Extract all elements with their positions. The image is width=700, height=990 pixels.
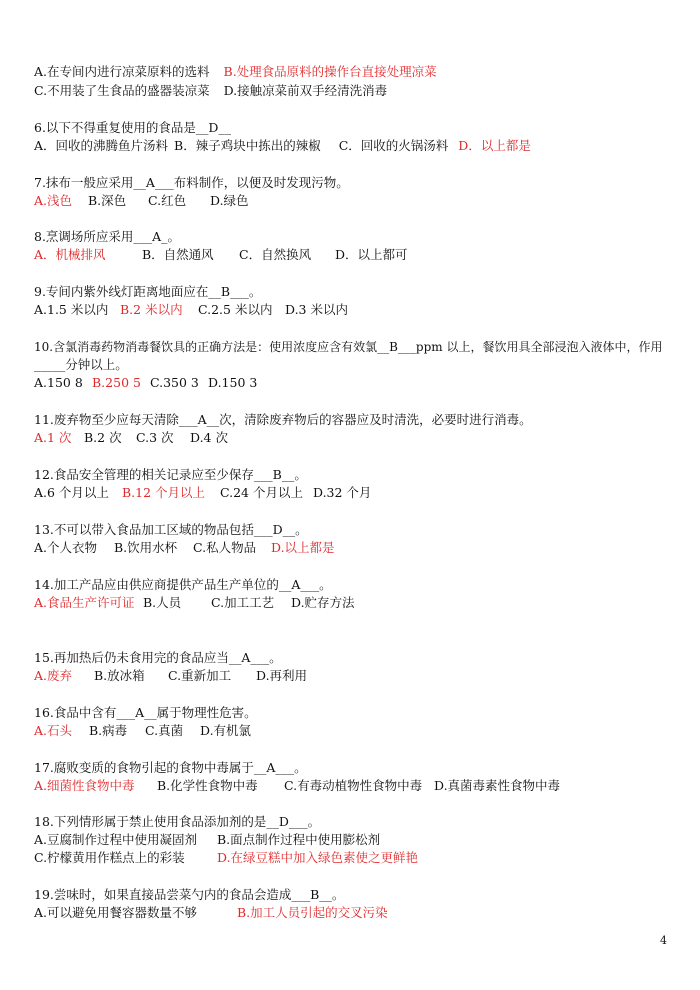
q14-options bbox=[34, 595, 355, 611]
q7-option-d: D.绿色 bbox=[210, 193, 249, 208]
page-number: 4 bbox=[660, 934, 667, 947]
q9-option-a: A.1.5 米以内 bbox=[34, 302, 109, 317]
prev-option-d: D.接触凉菜前双手经清洗消毒 bbox=[223, 83, 388, 98]
q6-option-a: A．回收的沸腾鱼片汤料 bbox=[34, 138, 169, 153]
q16-options bbox=[34, 723, 251, 739]
q17-question: 17.腐败变质的食物引起的食物中毒属于__A___。 bbox=[34, 760, 307, 775]
q14-option-a-answer: A.食品生产许可证 bbox=[34, 595, 135, 610]
q19-option-b-answer: B.加工人员引起的交叉污染 bbox=[237, 905, 388, 920]
q9-question: 9.专间内紫外线灯距离地面应在__B___。 bbox=[34, 284, 262, 299]
q8-option-b: B．自然通风 bbox=[142, 247, 214, 262]
q8-options bbox=[34, 247, 408, 263]
q16-option-d: D.有机氯 bbox=[200, 723, 252, 738]
q12-question: 12.食品安全管理的相关记录应至少保存___B__。 bbox=[34, 467, 307, 482]
q15-option-b: B.放冰箱 bbox=[94, 668, 145, 683]
q15-option-c: C.重新加工 bbox=[168, 668, 232, 683]
q17-option-a-answer: A.细菌性食物中毒 bbox=[34, 778, 135, 793]
q9-option-d: D.3 米以内 bbox=[285, 302, 348, 317]
q10-options bbox=[34, 375, 257, 391]
q13-option-b: B.饮用水杯 bbox=[114, 540, 178, 555]
q11-options bbox=[34, 430, 228, 446]
q18-question: 18.下列情形属于禁止使用食品添加剂的是__D___。 bbox=[34, 814, 321, 829]
q11-option-b: B.2 次 bbox=[84, 430, 122, 445]
q7-options bbox=[34, 193, 249, 209]
q10-question-line-1: 10.含氯消毒药物消毒餐饮具的正确方法是：使用浓度应含有效氯__B___ppm 以上，餐饮用具全部浸泡入液体中，作用 bbox=[34, 340, 663, 354]
q14-question: 14.加工产品应由供应商提供产品生产单位的__A___。 bbox=[34, 577, 332, 592]
q12-option-b-answer: B.12 个月以上 bbox=[122, 485, 206, 500]
q6-option-b: B．辣子鸡块中拣出的辣椒 bbox=[174, 138, 321, 153]
q10-option-d: D.150 3 bbox=[208, 375, 258, 390]
q8-option-d: D．以上都可 bbox=[335, 247, 408, 262]
q7-option-b: B.深色 bbox=[88, 193, 127, 208]
q19-question: 19.尝味时，如果直接品尝菜勺内的食品会造成___B__。 bbox=[34, 887, 345, 902]
q17-option-c: C.有毒动植物性食物中毒 bbox=[284, 778, 423, 793]
q17-option-b: B.化学性食物中毒 bbox=[157, 778, 258, 793]
q13-options bbox=[34, 540, 335, 556]
q7-question: 7.抹布一般应采用__A___布料制作，以便及时发现污物。 bbox=[34, 175, 349, 190]
q12-options bbox=[34, 485, 371, 501]
q18-option-c: C.柠檬黄用作糕点上的彩装 bbox=[34, 850, 185, 865]
q14-option-d: D.贮存方法 bbox=[291, 595, 355, 610]
q19-options bbox=[34, 905, 388, 921]
q15-option-d: D.再利用 bbox=[256, 668, 308, 683]
q17-option-d: D.真菌毒素性食物中毒 bbox=[434, 778, 561, 793]
prev-option-c: C.不用装了生食品的盛器装凉菜 bbox=[34, 83, 210, 98]
q12-option-a: A.6 个月以上 bbox=[34, 485, 109, 500]
q13-option-d-answer: D.以上都是 bbox=[271, 540, 335, 555]
q8-question: 8.烹调场所应采用___A_。 bbox=[34, 229, 180, 244]
q8-option-a-answer: A．机械排风 bbox=[34, 247, 106, 262]
q10-option-b-answer: B.250 5 bbox=[92, 375, 141, 390]
q10-option-a: A.150 8 bbox=[34, 375, 83, 390]
q18-option-a: A.豆腐制作过程中使用凝固剂 bbox=[34, 832, 198, 847]
q6-options bbox=[34, 138, 531, 154]
q12-option-d: D.32 个月 bbox=[313, 485, 372, 500]
q7-option-a-answer: A.浅色 bbox=[34, 193, 73, 208]
prev-options-line-2 bbox=[34, 83, 387, 99]
q11-question: 11.废弃物至少应每天清除___A__次，清除废弃物后的容器应及时清洗，必要时进行消毒。 bbox=[34, 412, 532, 427]
q6-question: 6.以下不得重复使用的食品是__D__ bbox=[34, 120, 231, 135]
q10-option-c: C.350 3 bbox=[150, 375, 199, 390]
q18-options-line-1 bbox=[34, 832, 380, 848]
q9-option-b-answer: B.2 米以内 bbox=[120, 302, 183, 317]
q10-question-line-2: _____分钟以上。 bbox=[34, 357, 128, 372]
q7-option-c: C.红色 bbox=[148, 193, 187, 208]
q9-options bbox=[34, 302, 348, 318]
q16-option-c: C.真菌 bbox=[145, 723, 184, 738]
q6-option-d-answer: D．以上都是 bbox=[458, 138, 531, 153]
q11-option-a-answer: A.1 次 bbox=[34, 430, 72, 445]
prev-option-b-answer: B.处理食品原料的操作台直接处理凉菜 bbox=[223, 64, 437, 79]
q14-option-b: B.人员 bbox=[143, 595, 182, 610]
q19-option-a: A.可以避免用餐容器数量不够 bbox=[34, 905, 198, 920]
q15-question: 15.再加热后仍未食用完的食品应当__A___。 bbox=[34, 650, 282, 665]
q14-option-c: C.加工工艺 bbox=[211, 595, 275, 610]
q11-option-d: D.4 次 bbox=[190, 430, 228, 445]
q18-option-b: B.面点制作过程中使用膨松剂 bbox=[217, 832, 381, 847]
q16-option-a-answer: A.石头 bbox=[34, 723, 73, 738]
q9-option-c: C.2.5 米以内 bbox=[198, 302, 273, 317]
q13-question: 13.不可以带入食品加工区域的物品包括___D__。 bbox=[34, 522, 308, 537]
q13-option-c: C.私人物品 bbox=[193, 540, 257, 555]
q13-option-a: A.个人衣物 bbox=[34, 540, 98, 555]
q16-question: 16.食品中含有___A__属于物理性危害。 bbox=[34, 705, 257, 720]
prev-option-a: A.在专间内进行凉菜原料的选料 bbox=[34, 64, 210, 79]
q15-option-a-answer: A.废弃 bbox=[34, 668, 73, 683]
q15-options bbox=[34, 668, 307, 684]
q16-option-b: B.病毒 bbox=[89, 723, 128, 738]
q12-option-c: C.24 个月以上 bbox=[220, 485, 303, 500]
q11-option-c: C.3 次 bbox=[136, 430, 174, 445]
q17-options bbox=[34, 778, 560, 794]
q18-option-d-answer: D.在绿豆糕中加入绿色素使之更鲜艳 bbox=[217, 850, 419, 865]
q18-options-line-2 bbox=[34, 850, 418, 866]
q8-option-c: C．自然换风 bbox=[239, 247, 312, 262]
prev-options-line-1 bbox=[34, 64, 437, 80]
q6-option-c: C．回收的火锅汤料 bbox=[338, 138, 449, 153]
